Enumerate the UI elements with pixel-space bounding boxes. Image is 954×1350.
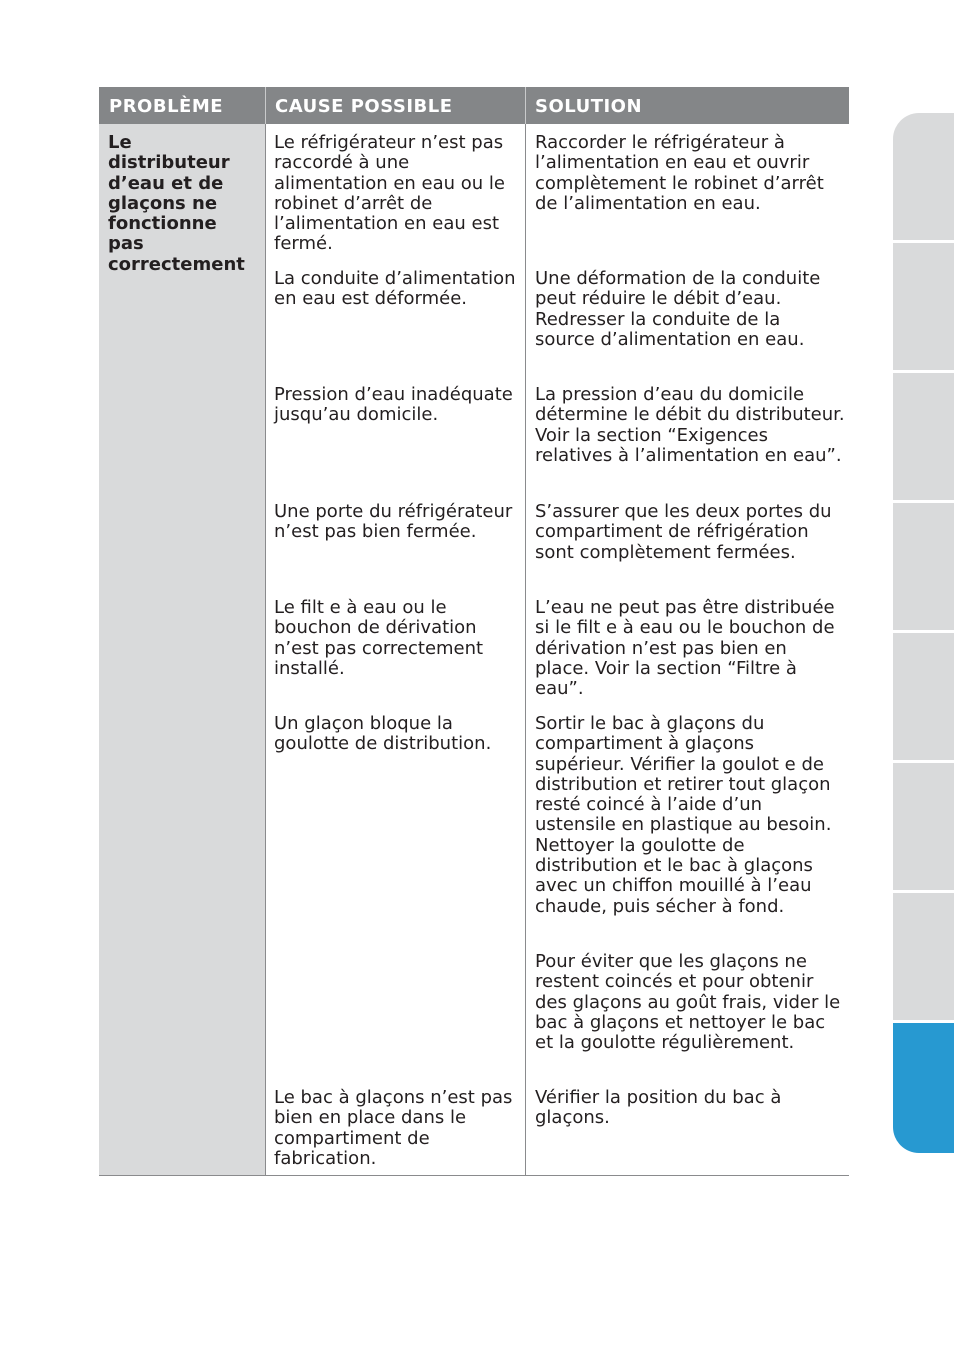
section-tabs bbox=[893, 113, 954, 1153]
section-tab[interactable] bbox=[893, 503, 954, 630]
header-divider bbox=[265, 87, 266, 124]
section-tab[interactable] bbox=[893, 373, 954, 500]
section-tab[interactable] bbox=[893, 633, 954, 760]
section-tab[interactable] bbox=[893, 113, 954, 240]
cause-cell: Pression d’eau inadéquate jusqu’au domicile. bbox=[274, 384, 513, 426]
column-divider bbox=[265, 124, 266, 1176]
problem-column bbox=[99, 124, 265, 1176]
solution-cell: Vérifier la position du bac à glaçons. bbox=[535, 1087, 782, 1129]
section-tab-active[interactable] bbox=[893, 1023, 954, 1153]
cause-cell: Le filt e à eau ou le bouchon de dérivation n’est pas correctement installé. bbox=[274, 597, 484, 679]
cause-cell: La conduite d’alimentation en eau est déformée. bbox=[274, 268, 516, 310]
header-problem: PROBLÈME bbox=[109, 96, 224, 117]
cause-cell: Un glaçon bloque la goulotte de distribution. bbox=[274, 713, 492, 755]
solution-cell: La pression d’eau du domicile détermine le débit du distributeur. Voir la section “Exigences relatives à l’alimentation en eau”. bbox=[535, 384, 845, 466]
solution-cell: Raccorder le réfrigérateur à l’alimentation en eau et ouvrir complètement le robinet d’arrêt de l’alimentation en eau. bbox=[535, 132, 824, 214]
header-solution: SOLUTION bbox=[535, 96, 643, 117]
troubleshooting-table bbox=[99, 87, 849, 1176]
header-cause: CAUSE POSSIBLE bbox=[275, 96, 453, 117]
table-header bbox=[99, 87, 849, 124]
cause-cell: Le réfrigérateur n’est pas raccordé à une alimentation en eau ou le robinet d’arrêt de l’alimentation en eau est fermé. bbox=[274, 132, 505, 255]
solution-cell: Sortir le bac à glaçons du compartiment à glaçons supérieur. Vérifier la goulot e de distribution et retirer tout glaçon resté coincé à l’aide d’un ustensile en plastique au besoin. Nettoyer la goulotte de distribution et le bac à glaçons avec un chiffon mouillé à l’eau chaude, puis sécher à fond. bbox=[535, 713, 832, 917]
cause-cell: Une porte du réfrigérateur n’est pas bien fermée. bbox=[274, 501, 513, 543]
section-tab[interactable] bbox=[893, 763, 954, 890]
table-bottom-border bbox=[99, 1175, 849, 1176]
section-tab[interactable] bbox=[893, 893, 954, 1020]
section-tab[interactable] bbox=[893, 243, 954, 370]
solution-cell: Pour éviter que les glaçons ne restent coincés et pour obtenir des glaçons au goût frais, vider le bac à glaçons et nettoyer le bac et la goulotte régulièrement. bbox=[535, 951, 841, 1054]
problem-text: Le distributeur d’eau et de glaçons ne fonctionne pas correctement bbox=[108, 132, 245, 275]
cause-cell: Le bac à glaçons n’est pas bien en place dans le compartiment de fabrication. bbox=[274, 1087, 513, 1169]
solution-cell: Une déformation de la conduite peut réduire le débit d’eau. Redresser la conduite de la source d’alimentation en eau. bbox=[535, 268, 821, 350]
solution-cell: L’eau ne peut pas être distribuée si le filt e à eau ou le bouchon de dérivation n’est pas bien en place. Voir la section “Filtre à eau”. bbox=[535, 597, 835, 700]
header-divider bbox=[525, 87, 526, 124]
column-divider bbox=[525, 124, 526, 1176]
solution-cell: S’assurer que les deux portes du compartiment de réfrigération sont complètement fermées. bbox=[535, 501, 832, 563]
